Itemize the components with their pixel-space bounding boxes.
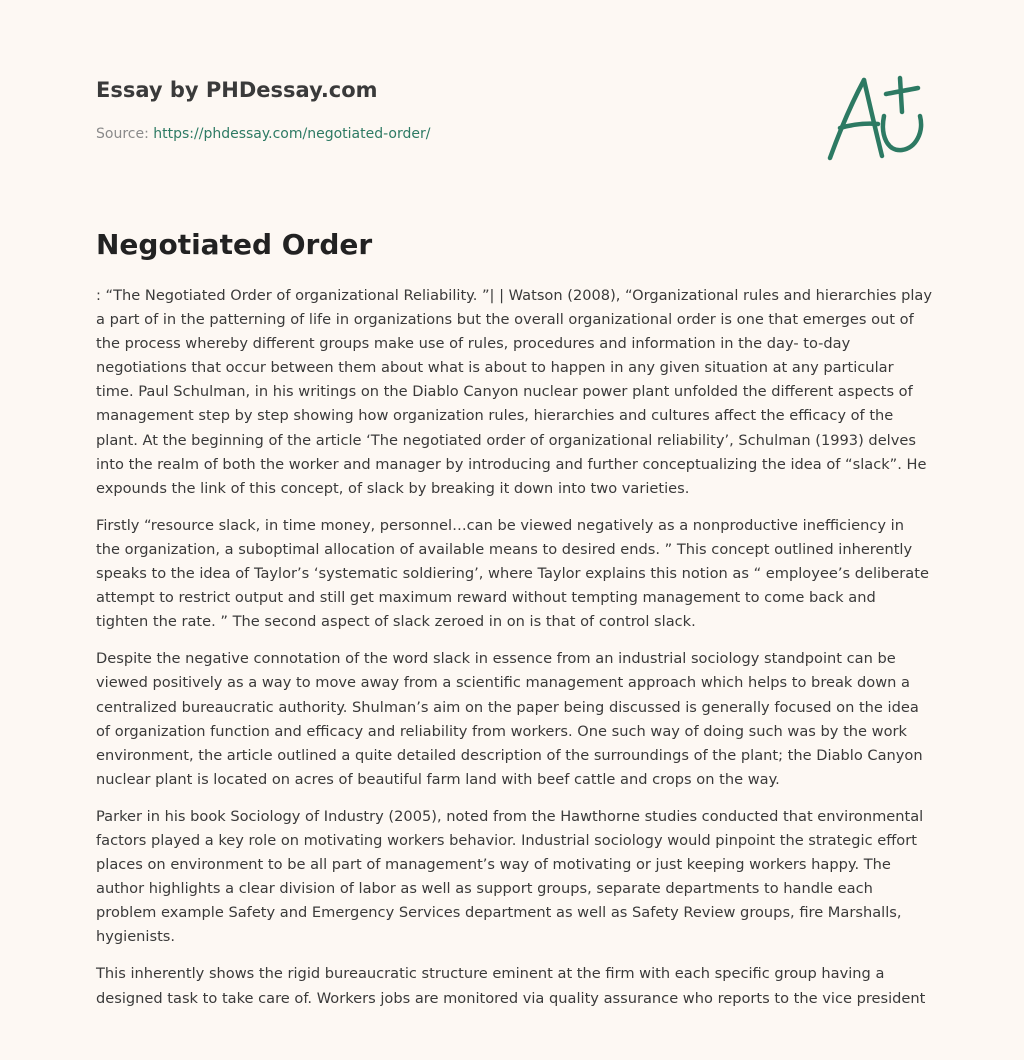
essay-paragraph: This inherently shows the rigid bureaucratic structure eminent at the firm with each specific group having a designed task to take care of. Workers jobs are monitored via quality assurance who reports to the vice president <box>96 965 926 1007</box>
source-link[interactable]: https://phdessay.com/negotiated-order/ <box>153 126 431 142</box>
essay-paragraph: Despite the negative connotation of the word slack in essence from an industrial sociology standpoint can be viewed positively as a way to move away from a scientific management approach which helps to break down a centralized bureaucratic authority. Shulman’s aim on the paper being discussed is generally focused on the idea of organization function and efficacy and reliability from workers. One such way of doing such was by the work environment, the article outlined a quite detailed description of the surroundings of the plant; the Diablo Canyon nuclear plant is located on acres of beautiful farm land with beef cattle and crops on the way. <box>96 650 923 788</box>
essay-paragraph: : “The Negotiated Order of organizational Reliability. ”| | Watson (2008), “Organizational rules and hierarchies play a part of in the patterning of life in organizations but the overall organizational order is one that emerges out of the process whereby different groups make use of rules, procedures and information in the day- to-day negotiations that occur between them about what is about to happen in any given situation at any particular time. Paul Schulman, in his writings on the Diablo Canyon nuclear power plant unfolded the different aspects of management step by step showing how organization rules, hierarchies and cultures affect the efficacy of the plant. At the beginning of the article ‘The negotiated order of organizational reliability’, Schulman (1993) delves into the realm of both the worker and manager by introducing and further conceptualizing the idea of “slack”. He expounds the link of this concept, of slack by breaking it down into two varieties. <box>96 287 933 497</box>
a-plus-grade-icon <box>820 66 930 166</box>
essay-body <box>96 284 932 1024</box>
source-label: Source: <box>96 126 154 142</box>
essay-paragraph: Firstly “resource slack, in time money, personnel…can be viewed negatively as a nonproductive inefficiency in the organization, a suboptimal allocation of available means to desired ends. ” This concept outlined inherently speaks to the idea of Taylor’s ‘systematic soldiering’, where Taylor explains this notion as “ employee’s deliberate attempt to restrict output and still get maximum reward without tempting management to come back and tighten the rate. ” The second aspect of slack zeroed in on is that of control slack. <box>96 516 929 631</box>
essay-paragraph: Parker in his book Sociology of Industry (2005), noted from the Hawthorne studies conducted that environmental factors played a key role on motivating workers behavior. Industrial sociology would pinpoint the strategic effort places on environment to be all part of management’s way of motivating or just keeping workers happy. The author highlights a clear division of labor as well as support groups, separate departments to handle each problem example Safety and Emergency Services department as well as Safety Review groups, fire Marshalls, hygienists. <box>96 807 924 946</box>
essay-title: Negotiated Order <box>96 228 373 261</box>
page-header <box>96 76 756 144</box>
source-line <box>96 124 756 144</box>
site-title: Essay by PHDessay.com <box>96 78 378 102</box>
